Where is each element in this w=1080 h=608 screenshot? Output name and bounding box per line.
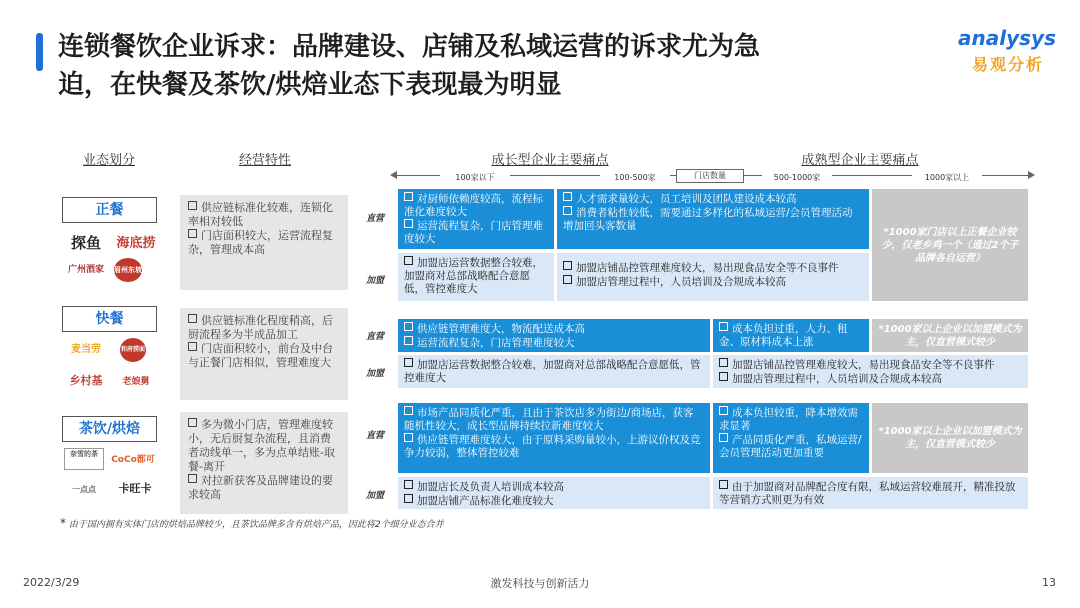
checkbox-icon (719, 406, 728, 415)
brand-logos-chayin (62, 446, 160, 508)
brand-logos-kuaican (62, 338, 160, 394)
brand-logo: 老娘舅 (122, 377, 150, 387)
page-number: 13 (1042, 576, 1056, 589)
pain-item: 加盟店运营数据整合较难，加盟商对总部战略配合意愿低，管控难度大 (404, 257, 543, 295)
category-kuaican: 快餐 (62, 306, 157, 332)
feature-item: 多为微小门店，管理难度较小，无后厨复杂流程，且消费者动线单一，多为点单结账-取餐-离开 (188, 418, 335, 473)
checkbox-icon (404, 480, 413, 489)
pain-item: 运营流程复杂，门店管理难度较大 (404, 220, 543, 245)
checkbox-icon (719, 480, 728, 489)
page-title: 连锁餐饮企业诉求：品牌建设、店铺及私域运营的诉求尤为急 迫，在快餐及茶饮/烘焙业态下表现最为明显 (58, 32, 761, 100)
category-chayin: 茶饮/烘焙 (62, 416, 157, 442)
asterisk-icon: * (60, 516, 66, 530)
mode-franchise: 加盟 (365, 276, 384, 286)
pain-direct-growth-b (557, 189, 869, 249)
feature-item: 供应链标准化较难，连锁化率相对较低 (188, 201, 333, 228)
pain-item: 成本负担过重，人力、租金、原材料成本上涨 (719, 323, 848, 348)
features-kuaican (180, 308, 348, 400)
pain-item: 消费者粘性较低，需要通过多样化的私域运营/会员管理活动增加回头客数量 (563, 207, 853, 232)
feature-item: 对拉新获客及品牌建设的要求较高 (188, 474, 333, 501)
checkbox-icon (188, 229, 197, 238)
pain-franchise-mature (713, 355, 1028, 388)
pain-direct-mature (713, 403, 869, 473)
brand-logo: 乡村基 (69, 374, 103, 387)
pain-item: 市场产品同质化严重，且由于茶饮店多为街边/商场店，获客随机性较大，成长型品牌持续拉新难度较大 (404, 407, 694, 432)
checkbox-icon (404, 406, 413, 415)
pain-direct-growth (398, 319, 710, 352)
brand-logo: 奈雪的茶 (64, 448, 104, 470)
mode-direct: 直营 (365, 214, 384, 224)
pain-item: 人才需求量较大，员工培训及团队建设成本较高 (563, 192, 863, 206)
checkbox-icon (404, 336, 413, 345)
scale-tick-1: 100家以下 (440, 172, 510, 183)
checkbox-icon (719, 372, 728, 381)
pain-item: 加盟店运营数据整合较难，加盟商对总部战略配合意愿低，管控难度大 (404, 359, 701, 384)
scale-label: 门店数量 (676, 169, 744, 183)
checkbox-icon (404, 219, 413, 228)
pain-direct-mature (713, 319, 869, 352)
mode-direct: 直营 (365, 332, 384, 342)
checkbox-icon (188, 201, 197, 210)
scale-tick-3: 500-1000家 (762, 172, 832, 183)
pain-item: 产品同质化严重，私域运营/会员管理活动更加重要 (719, 434, 862, 459)
brand-logo: 眉州东坡 (114, 258, 142, 282)
logo-text-en: analysys (958, 26, 1056, 50)
brand-logo: 海底捞 (116, 236, 156, 251)
pain-mature-note-chayin: *1000家以上企业以加盟模式为主，仅直营模式较少 (872, 403, 1028, 473)
pain-item: 供应链管理难度较大，由于原料采购量较小，上游议价权及竞争力较弱，整体管控较难 (404, 434, 701, 459)
pain-franchise-mature (713, 477, 1028, 509)
pain-item: 加盟店管理过程中，人员培训及合规成本较高 (719, 372, 1022, 386)
brand-logo: 麦当劳 (71, 344, 101, 355)
checkbox-icon (404, 358, 413, 367)
checkbox-icon (404, 322, 413, 331)
checkbox-icon (719, 358, 728, 367)
brand-logo: 一点点 (72, 485, 96, 494)
pain-direct-growth (398, 403, 710, 473)
checkbox-icon (563, 261, 572, 270)
checkbox-icon (188, 418, 197, 427)
brand-logo: 和府捞面 (120, 338, 146, 362)
pain-direct-growth-a (398, 189, 554, 249)
header-mature: 成熟型企业主要痛点 (801, 153, 919, 168)
checkbox-icon (404, 494, 413, 503)
header-segment: 业态划分 (82, 153, 135, 168)
checkbox-icon (719, 433, 728, 442)
scale-arrow-left-icon (390, 171, 397, 179)
logo-text-cn: 易观分析 (971, 55, 1044, 74)
pain-item: 运营流程复杂，门店管理难度较大 (404, 336, 704, 350)
pain-franchise-growth (398, 477, 710, 509)
pain-franchise-growth (398, 355, 710, 388)
pain-item: 供应链管理难度大，物流配送成本高 (404, 322, 704, 336)
checkbox-icon (188, 314, 197, 323)
checkbox-icon (188, 342, 197, 351)
pain-item: 对厨师依赖度较高，流程标准化难度较大 (404, 193, 543, 218)
pain-mature-zhengcan: *1000家门店以上正餐企业较少，仅老乡鸡一个（通过2个子品牌各自运营） (872, 189, 1028, 301)
brand-logos-zhengcan (62, 232, 160, 288)
footer-date: 2022/3/29 (23, 576, 80, 589)
mode-franchise: 加盟 (365, 369, 384, 379)
analysys-logo (958, 26, 1058, 78)
pain-mature-note-kuaican: *1000家以上企业以加盟模式为主，仅直营模式较少 (872, 319, 1028, 352)
pain-item: 成本负担较重，降本增效需求显著 (719, 407, 858, 432)
pain-item: 加盟店铺品控管理难度较大，易出现食品安全等不良事件 (719, 358, 1022, 372)
feature-item: 门店面积较小，前台及中台与正餐门店相似，管理难度大 (188, 342, 333, 369)
brand-logo: 广州酒家 (67, 265, 104, 275)
checkbox-icon (404, 433, 413, 442)
scale-tick-4: 1000家以上 (912, 172, 982, 183)
features-chayin (180, 412, 348, 514)
checkbox-icon (563, 206, 572, 215)
checkbox-icon (404, 192, 413, 201)
feature-item: 门店面积较大，运营流程复杂，管理成本高 (188, 229, 333, 256)
checkbox-icon (404, 256, 413, 265)
brand-logo: 探鱼 (70, 234, 101, 252)
pain-item: 加盟店铺产品标准化难度较大 (404, 494, 704, 508)
scale-tick-2: 100-500家 (600, 172, 670, 183)
header-growth: 成长型企业主要痛点 (491, 153, 609, 168)
pain-item: 加盟店铺品控管理难度较大，易出现食品安全等不良事件 (563, 261, 863, 275)
pain-item: 加盟店长及负责人培训成本较高 (404, 480, 704, 494)
pain-franchise-growth-a (398, 253, 554, 301)
category-zhengcan: 正餐 (62, 197, 157, 223)
header-features: 经营特性 (238, 153, 291, 168)
footer-slogan: 激发科技与创新活力 (490, 577, 590, 590)
pain-item: 由于加盟商对品牌配合度有限，私域运营较难展开，精准投放等营销方式则更为有效 (719, 481, 1016, 506)
footnote: * 由于国内拥有实体门店的烘焙品牌较少，且茶饮品牌多含有烘焙产品，因此将2个细分业态合并 (60, 516, 444, 530)
brand-logo: CoCo都可 (111, 455, 155, 465)
pain-item: 加盟店管理过程中，人员培训及合规成本较高 (563, 275, 863, 289)
mode-direct: 直营 (365, 431, 384, 441)
pain-franchise-growth-b (557, 253, 869, 301)
mode-franchise: 加盟 (365, 491, 384, 501)
checkbox-icon (188, 474, 197, 483)
scale-arrow-right-icon (1028, 171, 1035, 179)
checkbox-icon (719, 322, 728, 331)
brand-logo: 卡旺卡 (118, 482, 152, 495)
features-zhengcan (180, 195, 348, 290)
title-accent-bar (36, 33, 43, 71)
checkbox-icon (563, 192, 572, 201)
checkbox-icon (563, 275, 572, 284)
feature-item: 供应链标准化程度稍高，后厨流程多为半成品加工 (188, 314, 333, 341)
